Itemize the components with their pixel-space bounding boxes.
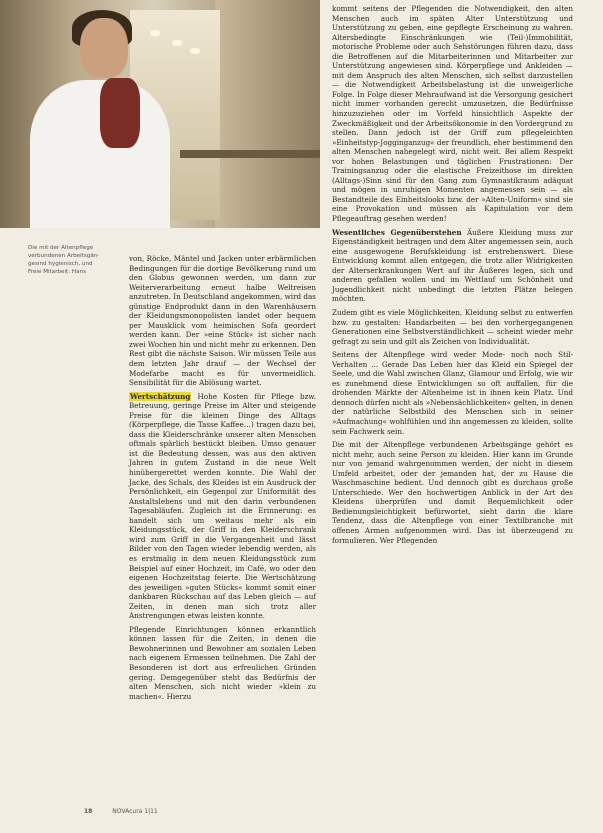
publication-name: NOVAcura 1|11 [112, 808, 158, 815]
photo-handrail [180, 150, 320, 158]
photo-wall [215, 0, 320, 228]
paragraph: Seitens der Altenpflege wird weder Mode- noch noch Stil-Verhalten ... Gerade Das Leben hier das Kleid ein Spiegel der Seele, und die Wahl zwischen Glanz, Glamour und Erfolg, wie wir es zunehmend diese Entwicklungen so oft auffallen, für die drohenden Märkte der Altenheime ist in ihnen kein Platz. Und dennoch dürfen nicht als »Nebensächlichkeiten« gelten, in denen der natürliche Selbstbild des Menschen sich in seiner »Aufmachung« wohlfühlen und ihn angemessen zu kleiden, sollte sein Fachwerk sein. [332, 350, 573, 436]
photo-lamp [172, 40, 182, 46]
photo-lamp [150, 30, 160, 36]
paragraph: kommt seitens der Pflegenden die Notwendigkeit, den alten Menschen auch im späten Alter Unterstützung und Unterstützung zu geben, eine gepflegte Erscheinung zu wahren. Altersbedingte Einschränkungen wie (Teil-)Immobilität, motorische Probleme oder auch Sehstörungen führen dazu, dass die Betroffenen auf die Mitarbeiterinnen und Mitarbeiter zur Unterstützung angewiesen sind. Körperpflege und Ankleiden — mit dem Anspruch des alten Menschen, sich selbst darzustellen — die Notwendigkeit Arbeitsbelastung ist die unweigerliche Folge. In Folge dieser Mehraufwand ist die Versorgung gesichert nicht immer vorhanden gerecht umzusetzen, die Bedürfnisse hinzuzuziehen oder im Vorfeld hinsichtlich Aspekte der Zweckmäßigkeit und der Arbeitsökonomie in den Vordergrund zu stellen. Dann jedoch ist der Griff zum pflegeleichten »Einheitstyp-Jogginganzug« der freundlich, eher bestimmend den alten Menschen nahegelegt wird, nicht weit. Bei allem Respekt vor hohen Belastungen und täglichen Frustrationen: Der Trainingsanzug oder die elastische Freizeithose im direkten (Alltags-)Sinn sind für den Gang zum Gymnastikraum adäquat und mögen in unruhigen Momenten angemessen sein — als Bestandteile des Einheitslooks bzw. der »Alten-Uniform« sind sie eine Provokation und müssen als Kapitulation vor dem Pflegeauftrag gesehen werden! [332, 4, 573, 224]
article-column-right [332, 4, 573, 549]
section-lead-highlight: Wertschätzung [130, 391, 191, 401]
paragraph: von, Röcke, Mäntel und Jacken unter erbärmlichen Bedingungen für die dortige Bevölkerung rund um den Globus gewonnen werden, um dann zur Weiterverarbeitung erneut halbe Weltreisen anzutreten. In Deutschland angekommen, wird das günstige Endprodukt dann in den Warenhäusern der Kleidungsmonopolisten landet oder bequem per Mausklick vom heimischen Sofa geordert werden kann. Der »eine Stück« ist sicher nach zwei Wochen hin und nicht mehr zu erkennen. Den Rest gibt die nächste Saison. Wir müssen Teile aus dem letzten Jahr drauf — der Wechsel der Modefarbe macht es für unvermeidlich. Sensibilität für die Ablösung wartet. [129, 254, 316, 388]
caption-line: Freie Mitarbeit: Hans [28, 269, 86, 275]
section-lead: Wesentliches Gegenüberstehen [332, 227, 462, 237]
paragraph [332, 228, 573, 304]
photo-scarf [100, 78, 140, 148]
paragraph [129, 392, 316, 621]
paragraph: Die mit der Altenpflege verbundenen Arbeitsgänge gehört es nicht mehr, auch seine Person zu kleiden. Hier kann im Grunde nur von jemand wahrgenommen werden, der nicht in diesem Umfeld arbeitet, oder der jemanden hat, der zu Hause die Waschmaschine bedient. Und dennoch gibt es durchaus große Unterschiede. Wer den hochwertigen Anblick in der Art des Kleidens überprüfen und damit Bequemlichkeit oder Bedienungsleichtigkeit befürwortet, sieht darin die klare Tendenz, dass die Altenpflege von einer Textilbranche mit offenen Armen aufgenommen wird. Das ist überzeugend zu formulieren. Wer Pflegenden [332, 440, 573, 545]
page-footer [84, 808, 158, 815]
caption-line: verbundenen Arbeitsgän- [28, 253, 100, 259]
photo-caption [28, 244, 118, 276]
paragraph-text: Hohe Kosten für Pflege bzw. Betreuung, geringe Preise im Alter und steigende Preise für die kleinen Dinge des Alltags (Körperpflege, die Tasse Kaffee…) tragen dazu bei, dass die Kleiderschränke unserer alten Menschen oftmals spärlich bestückt bleiben. Umso genauer ist die Bedeutung dessen, was aus den aktiven Jahren in gutem Zustand in die neue Welt hinübergerettet werden konnte. Die Wahl der Jacke, des Schals, des Kleides ist ein Ausdruck der Persönlichkeit, ein Gegenpol zur Uniformität des Anstaltslebens und mit den darin verbundenen Tagesabläufen. Zugleich ist die Erinnerung: es handelt sich um weitaus mehr als ein Kleidungsstück, der Griff in den Kleiderschrank wird zum Griff in die Vergangenheit und lässt Bilder von den Tagen wieder lebendig werden, als es erstmalig in dem neuen Kleidungsstück zum Beispiel auf einer Hochzeit, im Café, wo oder den eigenen Hochzeitstag feierte. Die Wertschätzung des jeweiligen »guten Stücks« kommt somit einer dankbaren Rückschau auf das Leben gleich — auf Zeiten, in denen man sich trotz aller Anstrengungen etwas leisten konnte. [129, 391, 316, 621]
caption-line: Die mit der Altenpflege [28, 245, 94, 251]
photo-lamp [190, 48, 200, 54]
paragraph-text: Äußere Kleidung muss zur Eigenständigkeit beitragen und dem Alter angemessen sein, auch eine ausgewogene Berufskleidung ist erstrebenswert. Diese Entwicklung kommt allen entgegen, die trotz aller Widrigkeiten der Alterserkrankungen Wert auf ihr Äußeres legen, sich und anderen gefallen wollen und im Wettlauf um Schönheit und Jugendlichkeit nicht unbedingt die letzten Plätze belegen möchten. [332, 227, 573, 304]
paragraph: Pflegende Einrichtungen können erkanntlich können lassen für die Zeiten, in denen die Bewohnerinnen und Bewohner am sozialen Leben nach eigenem Ermessen teilnehmen. Die Zahl der Besonderen ist dort aus erfreulichen Gründen gering. Demgegenüber steht das Bedürfnis der alten Menschen, sich nicht wieder »klein zu machen«. Hierzu [129, 624, 316, 701]
page-number: 18 [84, 808, 93, 815]
article-column-middle [129, 254, 316, 705]
photo-person-head [80, 18, 128, 78]
article-photo [0, 0, 320, 228]
caption-line: gesind hygienisch, und [28, 261, 93, 267]
paragraph: Zudem gibt es viele Möglichkeiten, Kleidung selbst zu entwerfen bzw. zu gestalten: Handarbeiten — bei den vorhergegangenen Generationen eine Selbstverständlichkeit — scheint wieder mehr gefragt zu sein und gilt als Zeichen von Individualität. [332, 307, 573, 346]
